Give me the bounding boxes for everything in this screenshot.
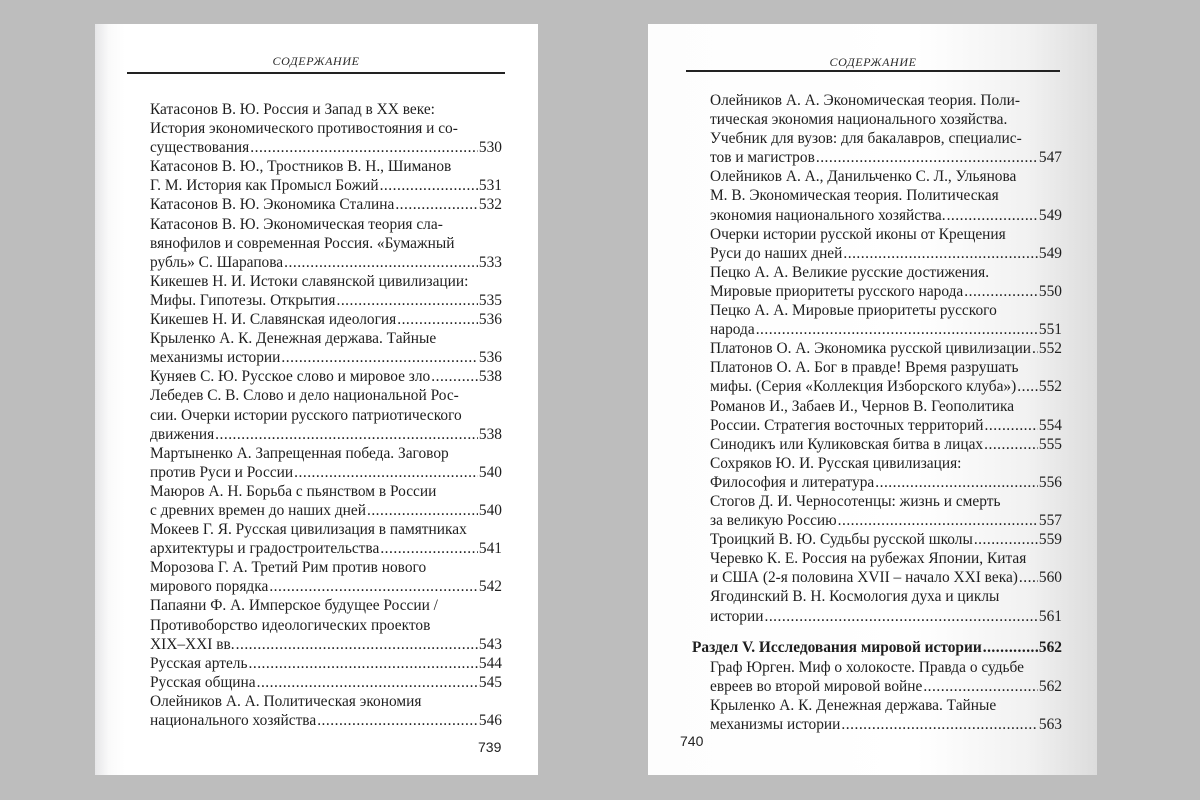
entry-text: Папаяни Ф. А. Имперское будущее России / [150,597,438,615]
entry-text: Кикешев Н. И. Истоки славянской цивилизации: [150,272,469,290]
toc-line [150,577,502,596]
toc-line [150,444,502,463]
toc-line [710,549,1062,568]
entry-text: народа [710,321,755,339]
toc-line [150,692,502,711]
toc-entry [150,673,502,692]
entry-page-number: 544 [478,654,502,672]
entry-page-number: 536 [478,311,502,329]
toc-entry [150,520,502,558]
right-page [648,24,1097,775]
toc-line [710,587,1062,606]
entry-text: Пецко А. А. Великие русские достижения. [710,263,990,281]
toc-entry [710,492,1062,530]
dot-leader [983,435,1038,454]
toc-entry [150,157,502,195]
entry-text: Романов И., Забаев И., Чернов В. Геополитика [710,397,1015,415]
entry-page-number: 533 [478,253,502,271]
toc-line [710,129,1062,148]
dot-leader [1031,339,1038,358]
entry-text: Катасонов В. Ю., Тростников В. Н., Шиманов [150,158,452,176]
toc-line [150,272,502,291]
dot-leader [973,530,1038,549]
entry-page-number: 555 [1038,435,1062,453]
toc-entry [710,263,1062,301]
toc-line [150,367,502,386]
entry-text: против Руси и России [150,463,294,481]
entry-text: Противоборство идеологических проектов [150,616,431,634]
entry-text: Граф Юрген. Миф о холокосте. Правда о судьбе [710,658,1025,676]
entry-page-number: 535 [478,291,502,309]
entry-text: за великую Россию [710,512,837,530]
toc-entry [150,558,502,596]
dot-leader [984,416,1038,435]
entry-page-number: 561 [1038,607,1062,625]
toc-line [150,539,502,558]
entry-text: сии. Очерки истории русского патриотического [150,406,462,424]
toc-line [710,530,1062,549]
dot-leader [316,711,478,730]
toc-line [710,397,1062,416]
toc-entry [710,587,1062,625]
running-head: СОДЕРЖАНИЕ [829,55,917,69]
dot-leader [755,320,1038,339]
page-number: 740 [680,733,704,749]
toc-entry [710,435,1062,454]
toc-line [150,463,502,482]
dot-leader [842,244,1038,263]
entry-text: Пецко А. А. Мировые приоритеты русского [710,302,997,320]
entry-page-number: 547 [1038,149,1062,167]
entry-text: Раздел V. Исследования мировой истории [692,638,982,656]
entry-text: рубль» С. Шарапова [150,253,284,271]
dot-leader [874,473,1038,492]
entry-page-number: 556 [1038,473,1062,491]
entry-text: Синодикъ или Куликовская битва в лицах [710,435,984,453]
entry-page-number: 545 [478,673,502,691]
dot-leader [922,677,1038,696]
toc-line [710,339,1062,358]
entry-page-number: 559 [1038,531,1062,549]
entry-text: мифы. (Серия «Коллекция Изборского клуба») [710,378,1017,396]
entry-page-number: 560 [1038,569,1062,587]
entry-text: Руси до наших дней [710,244,843,262]
toc-line [150,176,502,195]
toc-line [150,291,502,310]
toc-line [710,282,1062,301]
entry-page-number: 540 [478,501,502,519]
entry-page-number: 542 [478,578,502,596]
entry-text: Философия и литература [710,473,875,491]
toc-entry [150,195,502,214]
entry-page-number: 557 [1038,512,1062,530]
entry-text: Олейников А. А. Экономическая теория. Поли- [710,92,1021,109]
toc-line [150,253,502,272]
dot-leader [268,577,478,596]
entry-text: истории [710,607,764,625]
dot-leader [249,138,478,157]
entry-page-number: 552 [1038,340,1062,358]
toc-line [710,167,1062,186]
toc-entry [710,397,1062,435]
section-heading [692,638,1062,657]
toc-line [150,119,502,138]
dot-leader [283,253,478,272]
entry-page-number: 541 [478,540,502,558]
entry-page-number: 540 [478,463,502,481]
entry-text: механизмы истории [150,349,281,367]
entry-text: с древних времен до наших дней [150,501,366,519]
entry-page-number: 550 [1038,282,1062,300]
toc-entry [710,225,1062,263]
entry-text: Платонов О. А. Экономика русской цивилизации [710,340,1032,358]
dot-leader [379,539,478,558]
entry-page-number: 549 [1038,206,1062,224]
entry-text: Сохряков Ю. И. Русская цивилизация: [710,454,962,472]
toc-line [710,377,1062,396]
entry-text: Олейников А. А. Политическая экономия [150,692,422,710]
entry-text: Русская община [150,673,256,691]
toc-line [150,482,502,501]
entry-page-number: 538 [478,425,502,443]
dot-leader [430,367,478,386]
entry-text: Куняев С. Ю. Русское слово и мировое зло [150,368,431,386]
entry-text: Кикешев Н. И. Славянская идеология [150,311,397,329]
toc-line [710,416,1062,435]
dot-leader [379,176,478,195]
toc-entry [710,454,1062,492]
entry-text: движения [150,425,215,443]
toc-entry [150,386,502,443]
toc-line [710,473,1062,492]
toc-line [710,677,1062,696]
dot-leader [1016,377,1038,396]
toc-line [150,138,502,157]
entry-text: Крыленко А. К. Денежная держава. Тайные [150,330,437,348]
toc-line [150,100,502,119]
entry-text: Черевко К. Е. Россия на рубежах Японии, Китая [710,550,1027,568]
entry-text: национального хозяйства [150,712,317,729]
toc-line [150,234,502,253]
dot-leader [815,148,1038,167]
toc-line [710,435,1062,454]
entry-text: мирового порядка [150,578,269,596]
toc-entry [710,549,1062,587]
entry-text: Мокеев Г. Я. Русская цивилизация в памятниках [150,521,467,539]
toc-entry [710,530,1062,549]
dot-leader [366,501,478,520]
toc-entry [710,301,1062,339]
toc-line [150,596,502,615]
dot-leader [293,463,478,482]
entry-page-number: 563 [1038,716,1062,733]
entry-text: вянофилов и современная Россия. «Бумажный [150,234,455,252]
toc-line [710,320,1062,339]
entry-page-number: 562 [1038,638,1062,656]
toc-entry [150,444,502,482]
entry-text: Мартыненко А. Запрещенная победа. Заговор [150,444,449,462]
toc-entry [710,91,1062,167]
entry-page-number: 549 [1038,244,1062,262]
toc-line [710,91,1062,110]
toc-entry [710,358,1062,396]
toc-line [710,301,1062,320]
toc-line [710,206,1062,225]
toc-line [150,215,502,234]
toc-entry [150,215,502,272]
dot-leader [946,206,1038,225]
toc-entry [150,310,502,329]
toc-entry [710,339,1062,358]
entry-page-number: 532 [478,196,502,214]
entry-page-number: 536 [478,349,502,367]
entry-page-number: 543 [478,635,502,653]
entry-text: М. В. Экономическая теория. Политическая [710,187,999,205]
dot-leader [963,282,1038,301]
entry-text: Лебедев С. В. Слово и дело национальной Рос- [150,387,459,405]
dot-leader [256,673,478,692]
entry-text: XIX–XXI вв. [150,635,235,653]
entry-text: Катасонов В. Ю. Россия и Запад в XX веке: [150,101,435,118]
dot-leader [763,607,1037,626]
toc-entry [710,658,1062,696]
entry-text: Платонов О. А. Бог в правде! Время разрушать [710,359,1019,377]
toc-line [710,492,1062,511]
toc-entry [150,482,502,520]
toc-line [150,558,502,577]
entry-text: Катасонов В. Ю. Экономика Сталина [150,196,395,214]
toc-entry [150,100,502,157]
toc-line [150,673,502,692]
entry-page-number: 551 [1038,321,1062,339]
dot-leader [837,511,1038,530]
toc-line [150,635,502,654]
entry-text: История экономического противостояния и со- [150,120,458,138]
entry-text: экономия национального хозяйства. [710,206,946,224]
entry-text: Мифы. Гипотезы. Открытия [150,291,336,309]
header-rule [686,70,1060,72]
dot-leader [280,348,477,367]
entry-text: Морозова Г. А. Третий Рим против нового [150,559,427,577]
toc-line [150,520,502,539]
entry-text: Ягодинский В. Н. Космология духа и циклы [710,588,1000,606]
entry-text: Учебник для вузов: для бакалавров, специалис- [710,130,1022,148]
toc-line [710,568,1062,587]
toc-line [710,454,1062,473]
toc-line [150,348,502,367]
toc-line [150,310,502,329]
toc-line [150,425,502,444]
toc-line [150,501,502,520]
entry-text: Стогов Д. И. Черносотенцы: жизнь и смерть [710,492,1001,510]
entry-text: Олейников А. А., Данильченко С. Л., Ульянова [710,168,1017,186]
page-number: 739 [478,739,502,755]
entry-text: Русская артель [150,654,248,672]
toc-entry [150,272,502,310]
entry-page-number: 554 [1038,416,1062,434]
dot-leader [248,654,478,673]
dot-leader [840,715,1037,734]
dot-leader [214,425,478,444]
entry-page-number: 546 [478,712,502,729]
entry-page-number: 552 [1038,378,1062,396]
toc-line [150,616,502,635]
entry-page-number: 530 [478,139,502,157]
toc-entry [150,654,502,673]
running-head: СОДЕРЖАНИЕ [272,54,360,68]
dot-leader [394,195,478,214]
entry-page-number: 562 [1038,677,1062,695]
toc-line [150,386,502,405]
toc-line [150,406,502,425]
dot-leader [235,635,478,654]
toc-line [710,148,1062,167]
toc-entry [710,696,1062,734]
entry-text: Маюров А. Н. Борьба с пьянством в России [150,482,437,500]
entry-text: Катасонов В. Ю. Экономическая теория сла- [150,215,443,233]
toc-line [710,696,1062,715]
toc-line [710,225,1062,244]
toc-line [710,715,1062,734]
entry-text: тов и магистров [710,149,815,167]
toc-list [150,100,502,730]
entry-text: Мировые приоритеты русского народа [710,282,964,300]
toc-line [692,638,1062,657]
dot-leader [335,291,477,310]
toc-entry [710,167,1062,224]
entry-text: тическая экономия национального хозяйства. [710,111,1008,129]
entry-text: Очерки истории русской иконы от Крещения [710,225,1006,243]
toc-line [710,658,1062,677]
toc-line [710,110,1062,129]
toc-list [692,91,1062,734]
toc-entry [150,596,502,653]
toc-entry [150,692,502,730]
toc-entry [150,367,502,386]
entry-page-number: 531 [478,177,502,195]
toc-line [150,654,502,673]
toc-line [710,358,1062,377]
entry-text: евреев во второй мировой войне [710,677,923,695]
toc-entry [150,329,502,367]
toc-line [710,511,1062,530]
dot-leader [982,638,1038,657]
entry-text: Троицкий В. Ю. Судьбы русской школы [710,531,973,549]
toc-line [710,186,1062,205]
entry-text: России. Стратегия восточных территорий [710,416,984,434]
toc-line [710,263,1062,282]
header-rule [127,72,505,74]
dot-leader [1018,568,1038,587]
toc-line [710,607,1062,626]
entry-page-number: 538 [478,368,502,386]
entry-text: и США (2-я половина XVII – начало XXI века) [710,569,1018,587]
entry-text: существования [150,139,250,157]
toc-line [710,244,1062,263]
dot-leader [396,310,478,329]
entry-text: Г. М. История как Промысл Божий [150,177,379,195]
toc-line [150,195,502,214]
toc-line [150,157,502,176]
left-page [95,24,538,775]
toc-line [150,711,502,730]
toc-line [150,329,502,348]
entry-text: Крыленко А. К. Денежная держава. Тайные [710,696,997,714]
entry-text: механизмы истории [710,716,841,733]
entry-text: архитектуры и градостроительства [150,540,380,558]
